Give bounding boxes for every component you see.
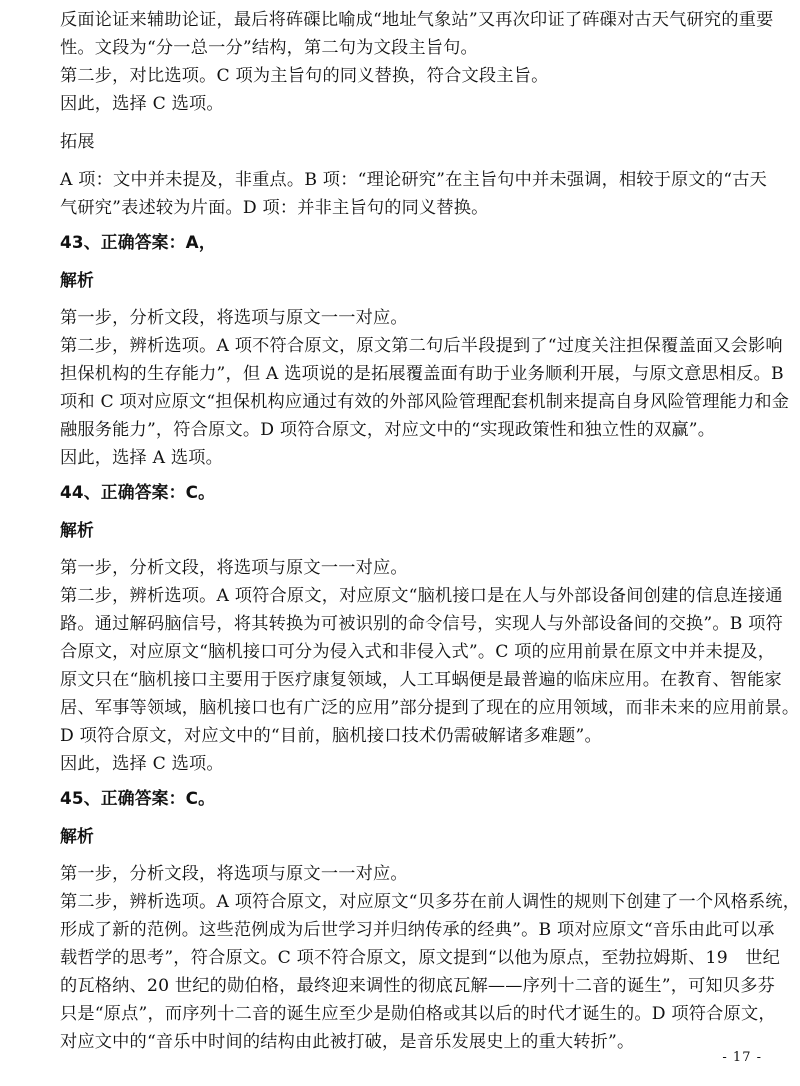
text-line: 形成了新的范例。这些范例成为后世学习并归纳传承的经典”。B 项对应原文“音乐由此可以承 (60, 920, 775, 940)
text-line: A 项：文中并未提及，非重点。B 项：“理论研究”在主旨句中并未强调，相较于原文的“古天 (60, 170, 768, 190)
document-page (60, 0, 800, 1056)
text-line: 第二步，辨析选项。A 项符合原文，对应原文“贝多芬在前人调性的规则下创建了一个风格系统， (60, 892, 800, 912)
text-line: 担保机构的生存能力”，但 A 选项说的是拓展覆盖面有助于业务顺利开展，与原文意思相反。B (60, 364, 784, 384)
text-line: 融服务能力”，符合原文。D 项符合原文，对应文中的“实现政策性和独立性的双赢”。 (60, 420, 716, 440)
text-line: 第一步，分析文段，将选项与原文一一对应。 (60, 864, 408, 884)
text-line: 因此，选择 C 选项。 (60, 94, 224, 114)
analysis-label: 解析 (60, 270, 94, 290)
text-line: 性。文段为“分一总一分”结构，第二句为文段主旨句。 (60, 38, 478, 58)
text-line: 路。通过解码脑信号，将其转换为可被识别的命令信号，实现人与外部设备间的交换”。B 项符 (60, 614, 783, 634)
text-line: 项和 C 项对应原文“担保机构应通过有效的外部风险管理配套机制来提高自身风险管理能力和金 (60, 392, 790, 412)
text-line: 反面论证来辅助论证，最后将砗磲比喻成“地址气象站”又再次印证了砗磲对古天气研究的重要 (60, 10, 774, 30)
text-line: 气研究”表述较为片面。D 项：并非主旨句的同义替换。 (60, 198, 489, 218)
text-line: 只是“原点”，而序列十二音的诞生应至少是勋伯格或其以后的时代才诞生的。D 项符合原文， (60, 1004, 776, 1024)
answer-heading: 44、正确答案：C。 (60, 482, 216, 502)
text-line: 的瓦格纳、20 世纪的勋伯格，最终迎来调性的彻底瓦解——序列十二音的诞生”，可知贝多芬 (60, 976, 776, 996)
text-line: D 项符合原文，对应文中的“目前，脑机接口技术仍需破解诸多难题”。 (60, 726, 602, 746)
text-line: 因此，选择 C 选项。 (60, 754, 224, 774)
answer-heading: 45、正确答案：C。 (60, 788, 216, 808)
text-line: 第一步，分析文段，将选项与原文一一对应。 (60, 308, 408, 328)
text-line: 对应文中的“音乐中时间的结构由此被打破，是音乐发展史上的重大转折”。 (60, 1032, 635, 1052)
analysis-label: 解析 (60, 826, 94, 846)
text-line: 居、军事等领域，脑机接口也有广泛的应用”部分提到了现在的应用领域，而非未来的应用前景。 (60, 698, 800, 718)
text-line: 原文只在“脑机接口主要用于医疗康复领域，人工耳蜗便是最普遍的临床应用。在教育、智能家 (60, 670, 782, 690)
page-number: - 17 - (722, 1050, 762, 1065)
text-line: 因此，选择 A 选项。 (60, 448, 224, 468)
analysis-label: 解析 (60, 520, 94, 540)
text-line: 第一步，分析文段，将选项与原文一一对应。 (60, 558, 408, 578)
text-line: 第二步，辨析选项。A 项不符合原文，原文第二句后半段提到了“过度关注担保覆盖面又会影响 (60, 336, 783, 356)
text-line: 载哲学的思考”，符合原文。C 项不符合原文，原文提到“以他为原点，至勃拉姆斯、19 世纪 (60, 948, 780, 968)
section-label: 拓展 (60, 132, 95, 152)
answer-heading: 43、正确答案：A， (60, 232, 216, 252)
text-line: 合原文，对应原文“脑机接口可分为侵入式和非侵入式”。C 项的应用前景在原文中并未提及， (60, 642, 776, 662)
text-line: 第二步，辨析选项。A 项符合原文，对应原文“脑机接口是在人与外部设备间创建的信息连接通 (60, 586, 783, 606)
text-line: 第二步，对比选项。C 项为主旨句的同义替换，符合文段主旨。 (60, 66, 549, 86)
